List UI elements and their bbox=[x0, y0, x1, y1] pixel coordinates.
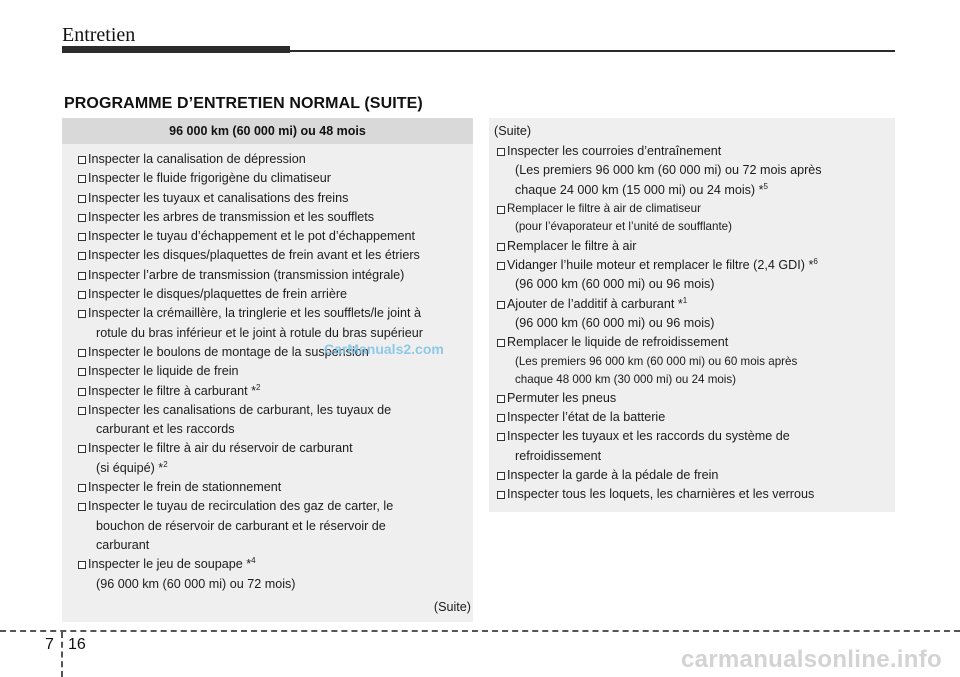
checklist-item bbox=[78, 382, 465, 401]
interval-heading: 96 000 km (60 000 mi) ou 48 mois bbox=[62, 118, 473, 144]
checkbox-icon bbox=[78, 503, 86, 511]
item-text: Inspecter le tuyau de recirculation des gaz de carter, le bbox=[88, 499, 394, 514]
checkbox-icon bbox=[78, 310, 86, 318]
item-text: Remplacer le liquide de refroidissement bbox=[507, 335, 729, 350]
checkbox-icon bbox=[497, 243, 505, 251]
item-subtext: (96 000 km (60 000 mi) ou 72 mois) bbox=[96, 576, 296, 591]
item-text: Inspecter la canalisation de dépression bbox=[88, 152, 306, 166]
item-text: Inspecter le fluide frigorigène du climatiseur bbox=[88, 171, 331, 186]
checkbox-icon bbox=[497, 301, 505, 309]
checkbox-icon bbox=[78, 561, 86, 569]
item-text: Inspecter le tuyau d’échappement et le pot d’échappement bbox=[88, 229, 415, 244]
checklist-item bbox=[497, 485, 887, 504]
checkbox-icon bbox=[497, 414, 505, 422]
left-checklist bbox=[62, 144, 473, 594]
checklist-item bbox=[78, 304, 465, 343]
checkbox-icon bbox=[497, 395, 505, 403]
checklist-item bbox=[497, 142, 887, 200]
continued-label: (Suite) bbox=[494, 124, 532, 138]
checklist-item bbox=[78, 497, 465, 555]
item-text: Inspecter les courroies d’entraînement bbox=[507, 144, 722, 158]
checklist-item bbox=[497, 389, 887, 408]
item-subtext: (Les premiers 96 000 km (60 000 mi) ou 72 mois après bbox=[515, 163, 822, 178]
item-text: Inspecter les arbres de transmission et les soufflets bbox=[88, 209, 375, 224]
checklist-item bbox=[78, 227, 465, 246]
footnote-marker: 6 bbox=[813, 257, 818, 267]
footer-dashed-divider bbox=[61, 632, 63, 677]
checkbox-icon bbox=[78, 388, 86, 396]
footnote-marker: 2 bbox=[256, 382, 261, 392]
checkbox-icon bbox=[497, 262, 505, 270]
item-text: Inspecter le jeu de soupape *$^4$ bbox=[88, 556, 256, 572]
checkbox-icon bbox=[78, 175, 86, 183]
footnote-marker: 5 bbox=[763, 181, 768, 191]
checklist-item bbox=[78, 439, 465, 478]
item-text: Inspecter le filtre à air du réservoir de carburant bbox=[88, 441, 353, 456]
checklist-item bbox=[497, 256, 887, 295]
checklist-item bbox=[497, 466, 887, 485]
right-checklist bbox=[489, 142, 895, 504]
item-text: Inspecter l’état de la batterie bbox=[507, 409, 666, 424]
checklist-item bbox=[497, 408, 887, 427]
item-subtext: (96 000 km (60 000 mi) ou 96 mois) bbox=[515, 277, 715, 292]
watermark-text: CarManuals2.com bbox=[324, 341, 444, 357]
item-subtext: (96 000 km (60 000 mi) ou 96 mois) bbox=[515, 316, 715, 331]
checkbox-icon bbox=[78, 233, 86, 241]
checkbox-icon bbox=[78, 156, 86, 164]
section-title: PROGRAMME D’ENTRETIEN NORMAL (SUITE) bbox=[64, 95, 423, 112]
checklist-item bbox=[78, 401, 465, 440]
item-text: Inspecter tous les loquets, les charnières et les verrous bbox=[507, 487, 815, 502]
item-subtext: rotule du bras inférieur et le joint à rotule du bras supérieur bbox=[96, 325, 423, 340]
checklist-item bbox=[497, 295, 887, 334]
checkbox-icon bbox=[78, 368, 86, 376]
checkbox-icon bbox=[78, 445, 86, 453]
item-subtext: (pour l’évaporateur et l’unité de soufflante) bbox=[515, 220, 732, 234]
item-subtext: chaque 24 000 km (15 000 mi) ou 24 mois) *$^5$ bbox=[515, 181, 768, 197]
item-text: Permuter les pneus bbox=[507, 390, 617, 405]
header-rule-thick bbox=[62, 46, 290, 53]
header-rule-thin bbox=[290, 50, 895, 52]
item-text: Inspecter les tuyaux et canalisations des freins bbox=[88, 190, 349, 205]
item-text: Inspecter le filtre à carburant *$^2$ bbox=[88, 382, 261, 398]
checkbox-icon bbox=[78, 291, 86, 299]
item-text: Ajouter de l’additif à carburant *$^1$ bbox=[507, 295, 688, 311]
checkbox-icon bbox=[78, 349, 86, 357]
item-subtext: refroidissement bbox=[515, 448, 602, 463]
checklist-item bbox=[78, 189, 465, 208]
item-subtext: carburant bbox=[96, 537, 150, 552]
item-text: Remplacer le filtre à air bbox=[507, 238, 637, 253]
checklist-item bbox=[78, 478, 465, 497]
checkbox-icon bbox=[78, 272, 86, 280]
footnote-marker: 4 bbox=[251, 556, 256, 566]
item-text: Inspecter les canalisations de carburant, les tuyaux de bbox=[88, 402, 392, 417]
site-watermark: carmanualsonline.info bbox=[680, 646, 942, 673]
footnote-marker: 2 bbox=[163, 459, 168, 469]
page-number: 16 bbox=[68, 636, 86, 653]
continued-label: (Suite) bbox=[433, 600, 471, 614]
item-text: Inspecter la garde à la pédale de frein bbox=[507, 467, 719, 482]
checkbox-icon bbox=[78, 484, 86, 492]
item-text: Inspecter la crémaillère, la tringlerie et les soufflets/le joint à bbox=[88, 306, 421, 321]
chapter-number: 7 bbox=[45, 636, 54, 653]
checklist-item bbox=[78, 169, 465, 188]
item-text: Inspecter le frein de stationnement bbox=[88, 480, 282, 495]
item-text: Inspecter le boulons de montage de la suspension bbox=[88, 344, 369, 359]
checklist-item bbox=[78, 246, 465, 265]
item-text: Vidanger l’huile moteur et remplacer le filtre (2,4 GDI) *$^6$ bbox=[507, 257, 818, 273]
checkbox-icon bbox=[497, 491, 505, 499]
checklist-item bbox=[78, 208, 465, 227]
checkbox-icon bbox=[78, 407, 86, 415]
item-subtext: chaque 48 000 km (30 000 mi) ou 24 mois) bbox=[515, 372, 737, 386]
checklist-item bbox=[497, 200, 887, 237]
page-header-title: Entretien bbox=[62, 24, 136, 46]
checklist-item bbox=[78, 285, 465, 304]
item-text: Inspecter l’arbre de transmission (transmission intégrale) bbox=[88, 267, 405, 282]
checklist-item bbox=[497, 237, 887, 256]
checkbox-icon bbox=[497, 206, 505, 214]
left-maintenance-panel bbox=[62, 118, 473, 622]
checkbox-icon bbox=[78, 214, 86, 222]
item-text: Inspecter les disques/plaquettes de frein avant et les étriers bbox=[88, 248, 420, 263]
item-subtext: carburant et les raccords bbox=[96, 422, 235, 437]
checklist-item bbox=[78, 555, 465, 594]
checkbox-icon bbox=[78, 252, 86, 260]
item-text: Remplacer le filtre à air de climatiseur bbox=[507, 201, 701, 215]
checkbox-icon bbox=[497, 472, 505, 480]
checkbox-icon bbox=[497, 148, 505, 156]
checklist-item bbox=[497, 427, 887, 466]
checklist-item bbox=[78, 150, 465, 169]
item-text: Inspecter le liquide de frein bbox=[88, 364, 239, 379]
item-text: Inspecter le disques/plaquettes de frein arrière bbox=[88, 287, 348, 302]
footnote-marker: 1 bbox=[682, 295, 688, 305]
item-text: Inspecter les tuyaux et les raccords du système de bbox=[507, 429, 790, 444]
checklist-item bbox=[78, 362, 465, 381]
checklist-item bbox=[497, 333, 887, 388]
checkbox-icon bbox=[78, 195, 86, 203]
footer-dashed-line bbox=[0, 630, 960, 632]
checkbox-icon bbox=[497, 339, 505, 347]
checkbox-icon bbox=[497, 433, 505, 441]
item-subtext: (Les premiers 96 000 km (60 000 mi) ou 60 mois après bbox=[515, 354, 798, 368]
checklist-item bbox=[78, 266, 465, 285]
item-subtext: bouchon de réservoir de carburant et le réservoir de bbox=[96, 518, 386, 533]
right-maintenance-panel bbox=[489, 118, 895, 512]
item-subtext: (si équipé) *$^2$ bbox=[96, 459, 168, 475]
